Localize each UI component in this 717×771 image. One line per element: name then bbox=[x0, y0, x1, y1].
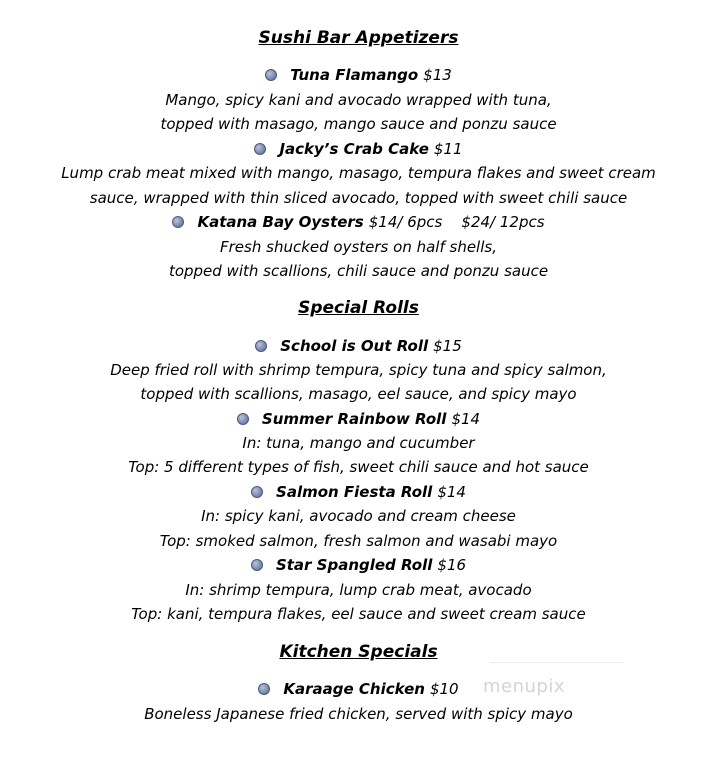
menu-item-tuna-flamango bbox=[0, 64, 717, 86]
item-description: Top: smoked salmon, fresh salmon and wasabi mayo bbox=[159, 532, 558, 550]
item-description: Boneless Japanese fried chicken, served with spicy mayo bbox=[144, 705, 573, 723]
section-title-special-rolls: Special Rolls bbox=[298, 298, 419, 318]
menu-item-katana-bay-oysters bbox=[0, 211, 717, 233]
bullet-icon bbox=[172, 216, 184, 228]
item-description: Mango, spicy kani and avocado wrapped with tuna, bbox=[165, 91, 552, 109]
item-price: $10 bbox=[429, 680, 459, 698]
item-description: Top: 5 different types of fish, sweet chili sauce and hot sauce bbox=[128, 458, 589, 476]
menu-item-karaage-chicken bbox=[0, 678, 717, 700]
bullet-icon bbox=[251, 486, 263, 498]
item-description: Top: kani, tempura flakes, eel sauce and sweet cream sauce bbox=[131, 605, 586, 623]
item-description: sauce, wrapped with thin sliced avocado, topped with sweet chili sauce bbox=[89, 189, 628, 207]
item-name: Salmon Fiesta Roll bbox=[276, 483, 433, 501]
item-price: $15 bbox=[433, 337, 462, 355]
item-name: Star Spangled Roll bbox=[275, 556, 433, 574]
item-description: In: tuna, mango and cucumber bbox=[242, 434, 475, 452]
item-price: $14 bbox=[437, 483, 466, 501]
item-price: $13 bbox=[423, 66, 452, 84]
item-name: Karaage Chicken bbox=[283, 680, 425, 698]
menu-item-summer-rainbow-roll bbox=[0, 408, 717, 430]
bullet-icon bbox=[255, 340, 267, 352]
item-name: Jacky’s Crab Cake bbox=[279, 140, 429, 158]
watermark-rule bbox=[490, 662, 624, 663]
menu-item-star-spangled-roll bbox=[0, 554, 717, 576]
item-price: $14/ 6pcs $24/ 12pcs bbox=[368, 213, 545, 231]
menu-item-jackys-crab-cake bbox=[0, 138, 717, 160]
watermark-logo: menupix bbox=[483, 676, 566, 697]
menu-item-salmon-fiesta-roll bbox=[0, 481, 717, 503]
item-name: School is Out Roll bbox=[280, 337, 429, 355]
bullet-icon bbox=[258, 683, 270, 695]
item-description: Fresh shucked oysters on half shells, bbox=[220, 238, 497, 256]
bullet-icon bbox=[265, 69, 277, 81]
item-price: $11 bbox=[433, 140, 463, 158]
item-description: topped with masago, mango sauce and ponzu sauce bbox=[160, 115, 557, 133]
section-title-appetizers: Sushi Bar Appetizers bbox=[258, 28, 459, 48]
item-price: $14 bbox=[451, 410, 481, 428]
item-price: $16 bbox=[437, 556, 467, 574]
item-description: Deep fried roll with shrimp tempura, spicy tuna and spicy salmon, bbox=[110, 361, 607, 379]
item-description: Lump crab meat mixed with mango, masago, tempura flakes and sweet cream bbox=[61, 164, 656, 182]
item-name: Katana Bay Oysters bbox=[197, 213, 364, 231]
bullet-icon bbox=[254, 143, 266, 155]
item-name: Summer Rainbow Roll bbox=[261, 410, 447, 428]
item-name: Tuna Flamango bbox=[290, 66, 419, 84]
section-title-kitchen-specials: Kitchen Specials bbox=[279, 642, 438, 662]
bullet-icon bbox=[237, 413, 249, 425]
item-description: topped with scallions, chili sauce and ponzu sauce bbox=[168, 262, 549, 280]
item-description: In: spicy kani, avocado and cream cheese bbox=[201, 507, 516, 525]
menu-item-school-is-out-roll bbox=[0, 335, 717, 357]
item-description: In: shrimp tempura, lump crab meat, avocado bbox=[185, 581, 532, 599]
bullet-icon bbox=[251, 559, 263, 571]
item-description: topped with scallions, masago, eel sauce, and spicy mayo bbox=[140, 385, 577, 403]
